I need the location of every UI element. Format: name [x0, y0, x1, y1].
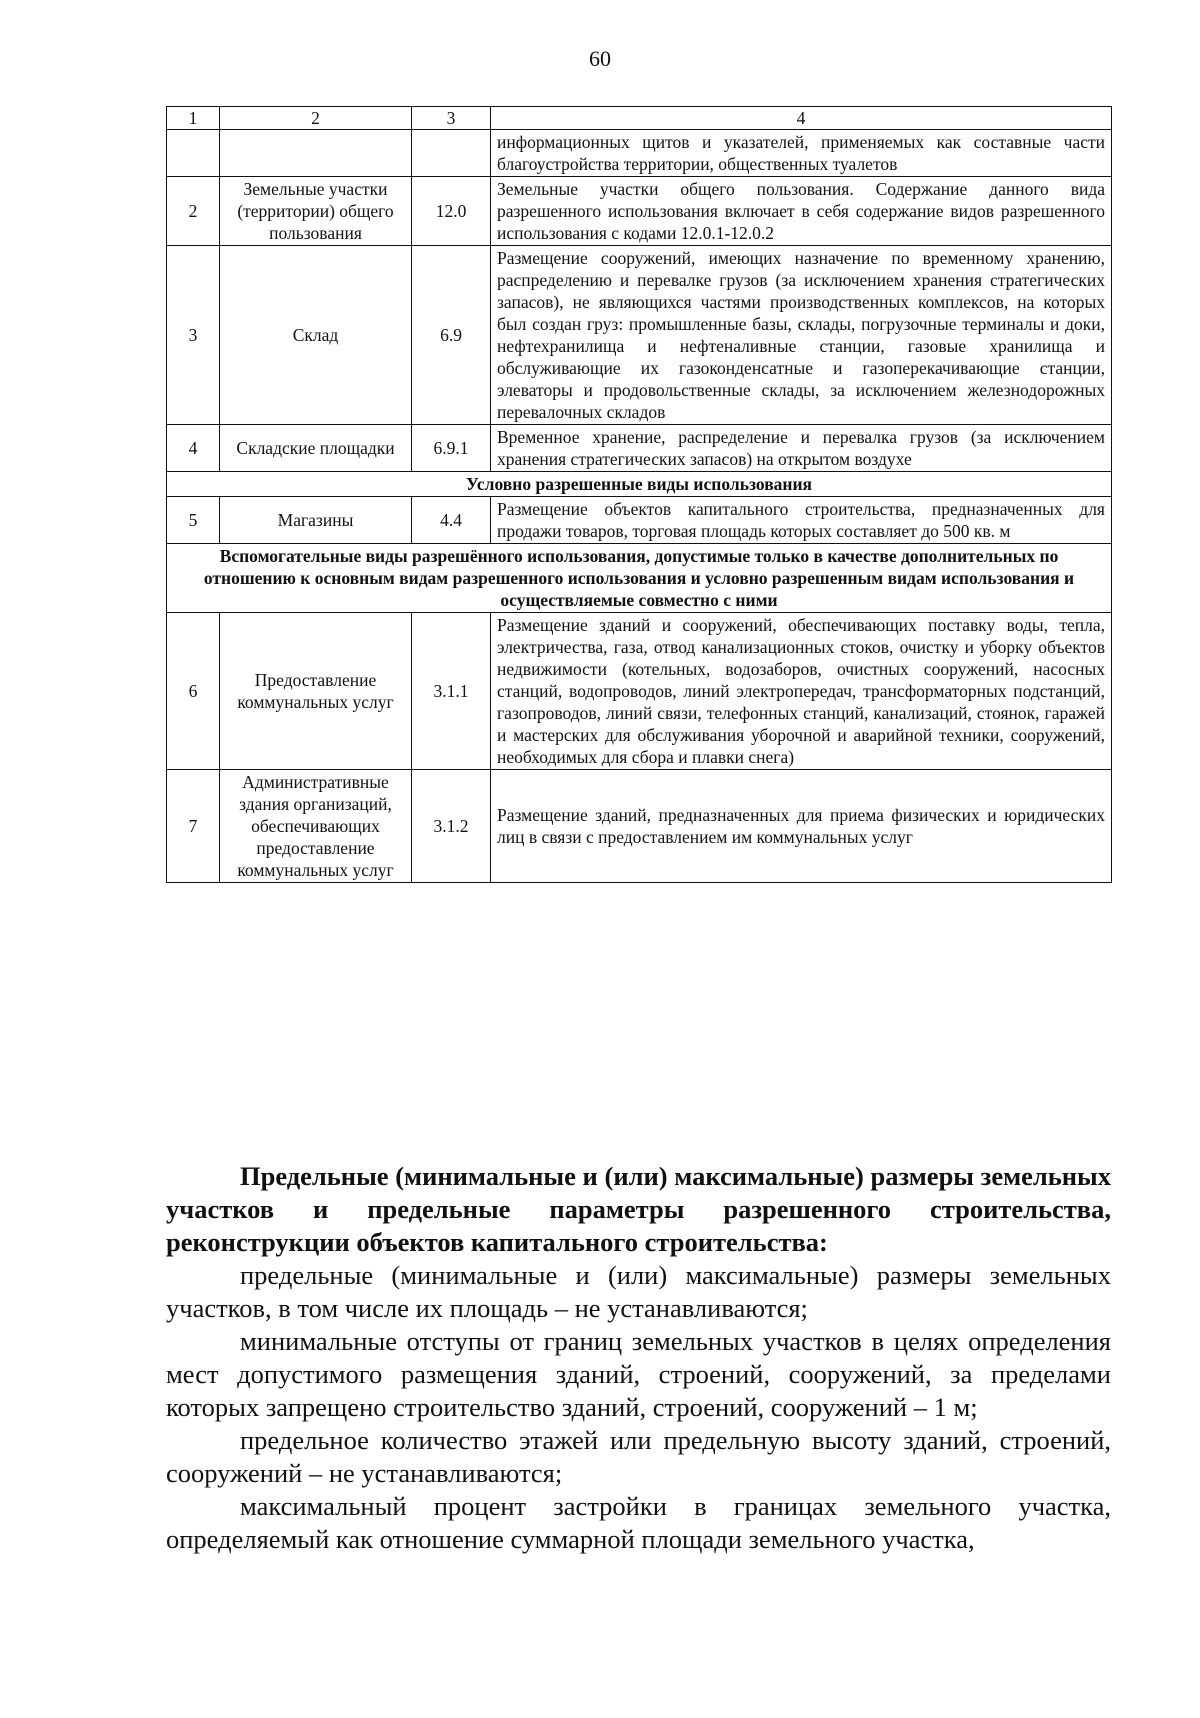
paragraph: предельные (минимальные и (или) максимальные) размеры земельных участков, в том числе их площадь – не устанавливаются; [166, 1260, 1111, 1323]
row-number: 5 [167, 497, 220, 544]
table-row [167, 177, 1112, 246]
header-cell: 3 [412, 107, 491, 130]
table-header-row [167, 107, 1112, 130]
use-code: 4.4 [412, 497, 491, 544]
header-cell: 1 [167, 107, 220, 130]
use-name: Складские площадки [220, 425, 412, 472]
use-name: Административные здания организаций, обеспечивающих предоставление коммунальных услуг [220, 770, 412, 883]
use-code: 3.1.1 [412, 613, 491, 770]
use-description: Временное хранение, распределение и перевалка грузов (за исключением хранения стратегических запасов) на открытом воздухе [491, 425, 1112, 472]
use-name: Земельные участки (территории) общего пользования [220, 177, 412, 246]
table-row [167, 613, 1112, 770]
paragraph: максимальный процент застройки в границах земельного участка, определяемый как отношение суммарной площади земельного участка, [166, 1491, 1111, 1554]
section-row [167, 544, 1112, 613]
table-row [167, 497, 1112, 544]
use-code: 6.9 [412, 246, 491, 425]
section-heading: Предельные (минимальные и (или) максимальные) размеры земельных участков и предельные параметры разрешенного строительства, реконструкции объектов капитального строительства: [166, 1161, 1111, 1257]
use-name: Склад [220, 246, 412, 425]
header-cell: 2 [220, 107, 412, 130]
row-number: 2 [167, 177, 220, 246]
use-code [412, 130, 491, 177]
use-description: Земельные участки общего пользования. Содержание данного вида разрешенного использования включает в себя содержание видов разрешенного использования с кодами 12.0.1-12.0.2 [491, 177, 1112, 246]
use-name: Магазины [220, 497, 412, 544]
section-row [167, 472, 1112, 497]
land-use-table [166, 106, 1112, 883]
row-number: 7 [167, 770, 220, 883]
use-code: 12.0 [412, 177, 491, 246]
use-name: Предоставление коммунальных услуг [220, 613, 412, 770]
page-number: 60 [589, 46, 611, 71]
use-code: 3.1.2 [412, 770, 491, 883]
row-number: 3 [167, 246, 220, 425]
table-row [167, 130, 1112, 177]
use-description: Размещение объектов капитального строительства, предназначенных для продажи товаров, торговая площадь которых составляет до 500 кв. м [491, 497, 1112, 544]
header-cell: 4 [491, 107, 1112, 130]
paragraph: минимальные отступы от границ земельных участков в целях определения мест допустимого размещения зданий, строений, сооружений, за пределами которых запрещено строительство зданий, строений, сооружений – 1 м; [166, 1326, 1111, 1422]
use-code: 6.9.1 [412, 425, 491, 472]
use-description: информационных щитов и указателей, применяемых как составные части благоустройства территории, общественных туалетов [491, 130, 1112, 177]
use-description: Размещение зданий и сооружений, обеспечивающих поставку воды, тепла, электричества, газа, отвод канализационных стоков, очистку и уборку объектов недвижимости (котельных, водозаборов, очистных сооружений, насосных станций, водопроводов, линий электропередач, трансформаторных подстанций, газопроводов, линий связи, телефонных станций, канализаций, стоянок, гаражей и мастерских для обслуживания уборочной и аварийной техники, сооружений, необходимых для сбора и плавки снега) [491, 613, 1112, 770]
table-row [167, 425, 1112, 472]
use-description: Размещение зданий, предназначенных для приема физических и юридических лиц в связи с предоставлением им коммунальных услуг [491, 770, 1112, 883]
body-text [166, 1160, 1111, 1556]
row-number: 4 [167, 425, 220, 472]
table-row [167, 770, 1112, 883]
use-description: Размещение сооружений, имеющих назначение по временному хранению, распределению и перевалке грузов (за исключением хранения стратегических запасов), не являющихся частями производственных комплексов, на которых был создан груз: промышленные базы, склады, погрузочные терминалы и доки, нефтехранилища и нефтеналивные станции, газовые хранилища и обслуживающие их газоконденсатные и газоперекачивающие станции, элеваторы и продовольственные склады, за исключением железнодорожных перевалочных складов [491, 246, 1112, 425]
row-number: 6 [167, 613, 220, 770]
paragraph: предельное количество этажей или предельную высоту зданий, строений, сооружений – не устанавливаются; [166, 1425, 1111, 1488]
section-title: Вспомогательные виды разрешённого использования, допустимые только в качестве дополнительных по отношению к основным видам разрешенного использования и условно разрешенным видам использования и осуществляемые совместно с ними [167, 544, 1112, 613]
use-name [220, 130, 412, 177]
row-number [167, 130, 220, 177]
section-title: Условно разрешенные виды использования [167, 472, 1112, 497]
table-row [167, 246, 1112, 425]
